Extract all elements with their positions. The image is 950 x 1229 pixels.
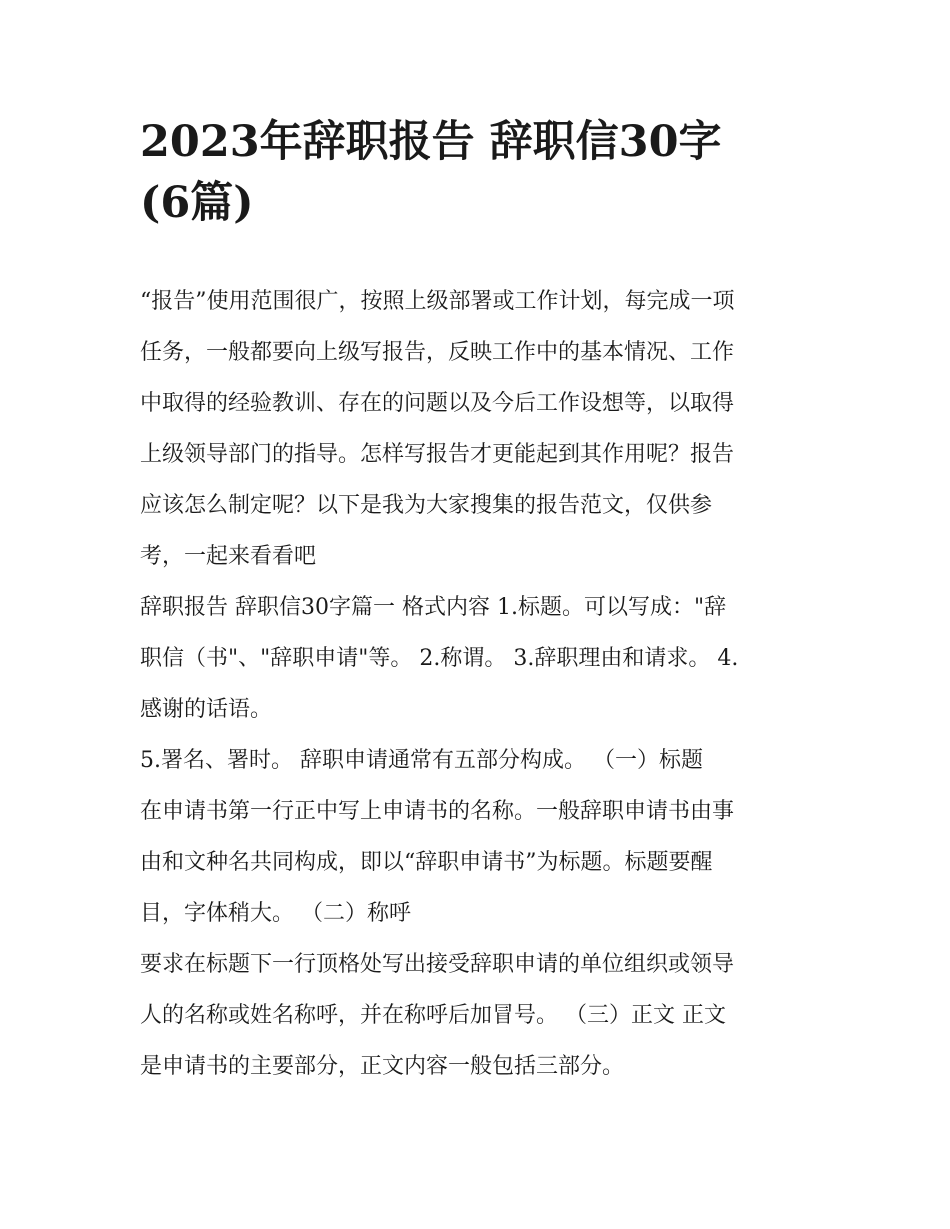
body-line-8: 职信（书"、"辞职申请"等。 2.称谓。 3.辞职理由和请求。 4. [140, 646, 739, 671]
document-title [140, 112, 820, 234]
body-line-5: 应该怎么制定呢？以下是我为大家搜集的报告范文，仅供参 [140, 493, 713, 518]
title-line-2: (6篇) [140, 178, 254, 228]
body-line-2: 任务，一般都要向上级写报告，反映工作中的基本情况、工作 [140, 340, 735, 365]
title-line-1: 2023年辞职报告 辞职信30字 [140, 117, 722, 167]
body-line-4: 上级领导部门的指导。怎样写报告才更能起到其作用呢？报告 [140, 442, 735, 467]
body-line-10: 5.署名、署时。 辞职申请通常有五部分构成。 （一）标题 [140, 748, 703, 773]
body-line-13: 目，字体稍大。 （二）称呼 [140, 901, 411, 926]
body-line-6: 考，一起来看看吧 [140, 544, 317, 569]
body-line-7: 辞职报告 辞职信30字篇一 格式内容 1.标题。可以写成："辞 [140, 595, 727, 620]
body-line-1: “报告”使用范围很广，按照上级部署或工作计划，每完成一项 [140, 289, 735, 314]
body-line-11: 在申请书第一行正中写上申请书的名称。一般辞职申请书由事 [140, 799, 735, 824]
body-line-15: 人的名称或姓名称呼，并在称呼后加冒号。 （三）正文 正文 [140, 1003, 726, 1028]
document-body [140, 276, 830, 1092]
body-line-14: 要求在标题下一行顶格处写出接受辞职申请的单位组织或领导 [140, 952, 735, 977]
body-line-9: 感谢的话语。 [140, 697, 273, 722]
body-line-12: 由和文种名共同构成，即以“辞职申请书”为标题。标题要醒 [140, 850, 713, 875]
body-line-16: 是申请书的主要部分，正文内容一般包括三部分。 [140, 1054, 625, 1079]
body-line-3: 中取得的经验教训、存在的问题以及今后工作设想等，以取得 [140, 391, 735, 416]
